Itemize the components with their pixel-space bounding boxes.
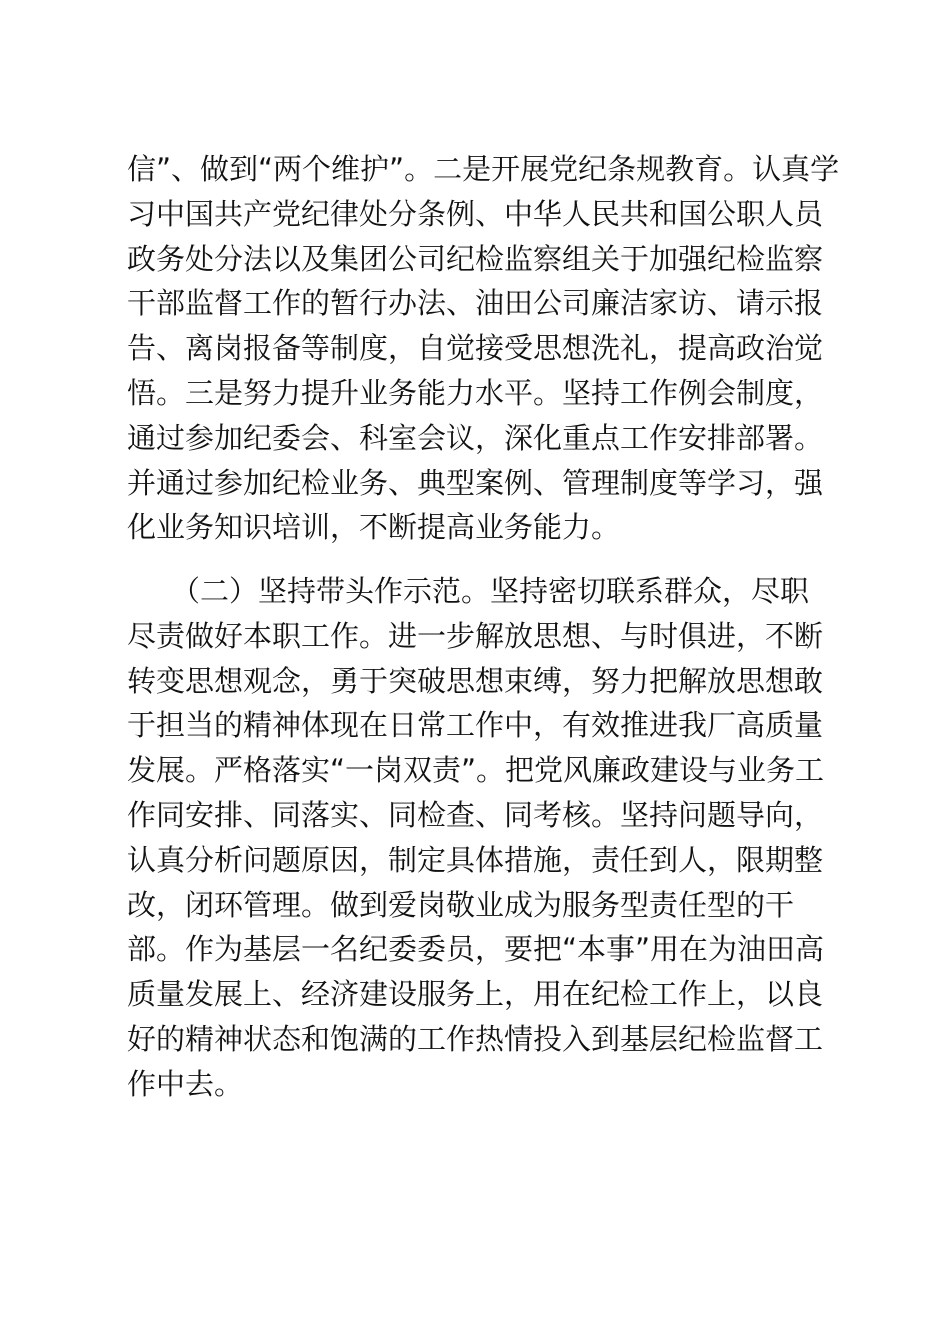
- text-line: 尽责做好本职工作。进一步解放思想、与时俱进，不断: [127, 618, 824, 653]
- text-line: 作中去。: [127, 1066, 244, 1101]
- text-line: 习中国共产党纪律处分条例、中华人民共和国公职人员: [127, 196, 824, 231]
- text-line: 认真分析问题原因，制定具体措施，责任到人，限期整: [127, 842, 824, 877]
- paragraph-section-two: [127, 569, 837, 1107]
- text-line: 化业务知识培训，不断提高业务能力。: [127, 510, 621, 545]
- text-line: 悟。三是努力提升业务能力水平。坚持工作例会制度，: [127, 375, 824, 410]
- text-line: 发展。严格落实“一岗双责”。把党风廉政建设与业务工: [127, 753, 825, 788]
- text-line: 并通过参加纪检业务、典型案例、管理制度等学习，强: [127, 465, 824, 500]
- text-line: 于担当的精神体现在日常工作中，有效推进我厂高质量: [127, 708, 824, 743]
- text-line: 质量发展上、经济建设服务上，用在纪检工作上，以良: [127, 977, 824, 1012]
- text-line: 改，闭环管理。做到爱岗敬业成为服务型责任型的干: [127, 887, 795, 922]
- text-line: 转变思想观念，勇于突破思想束缚，努力把解放思想敢: [127, 663, 824, 698]
- section-heading-line: （二）坚持带头作示范。坚持密切联系群众，尽职: [171, 574, 810, 608]
- text-line: 信”、做到“两个维护”。二是开展党纪条规教育。认真学: [127, 152, 840, 186]
- text-line: 政务处分法以及集团公司纪检监察组关于加强纪检监察: [127, 241, 824, 276]
- text-line: 干部监督工作的暂行办法、油田公司廉洁家访、请示报: [127, 286, 824, 321]
- text-line: 好的精神状态和饱满的工作热情投入到基层纪检监督工: [127, 1021, 824, 1056]
- text-line: 部。作为基层一名纪委委员，要把“本事”用在为油田高: [127, 932, 825, 967]
- paragraph-continued: [127, 147, 840, 550]
- text-line: 告、离岗报备等制度，自觉接受思想洗礼，提高政治觉: [127, 331, 824, 366]
- text-line: 通过参加纪委会、科室会议，深化重点工作安排部署。: [127, 420, 824, 455]
- text-line: 作同安排、同落实、同检查、同考核。坚持问题导向，: [127, 797, 824, 832]
